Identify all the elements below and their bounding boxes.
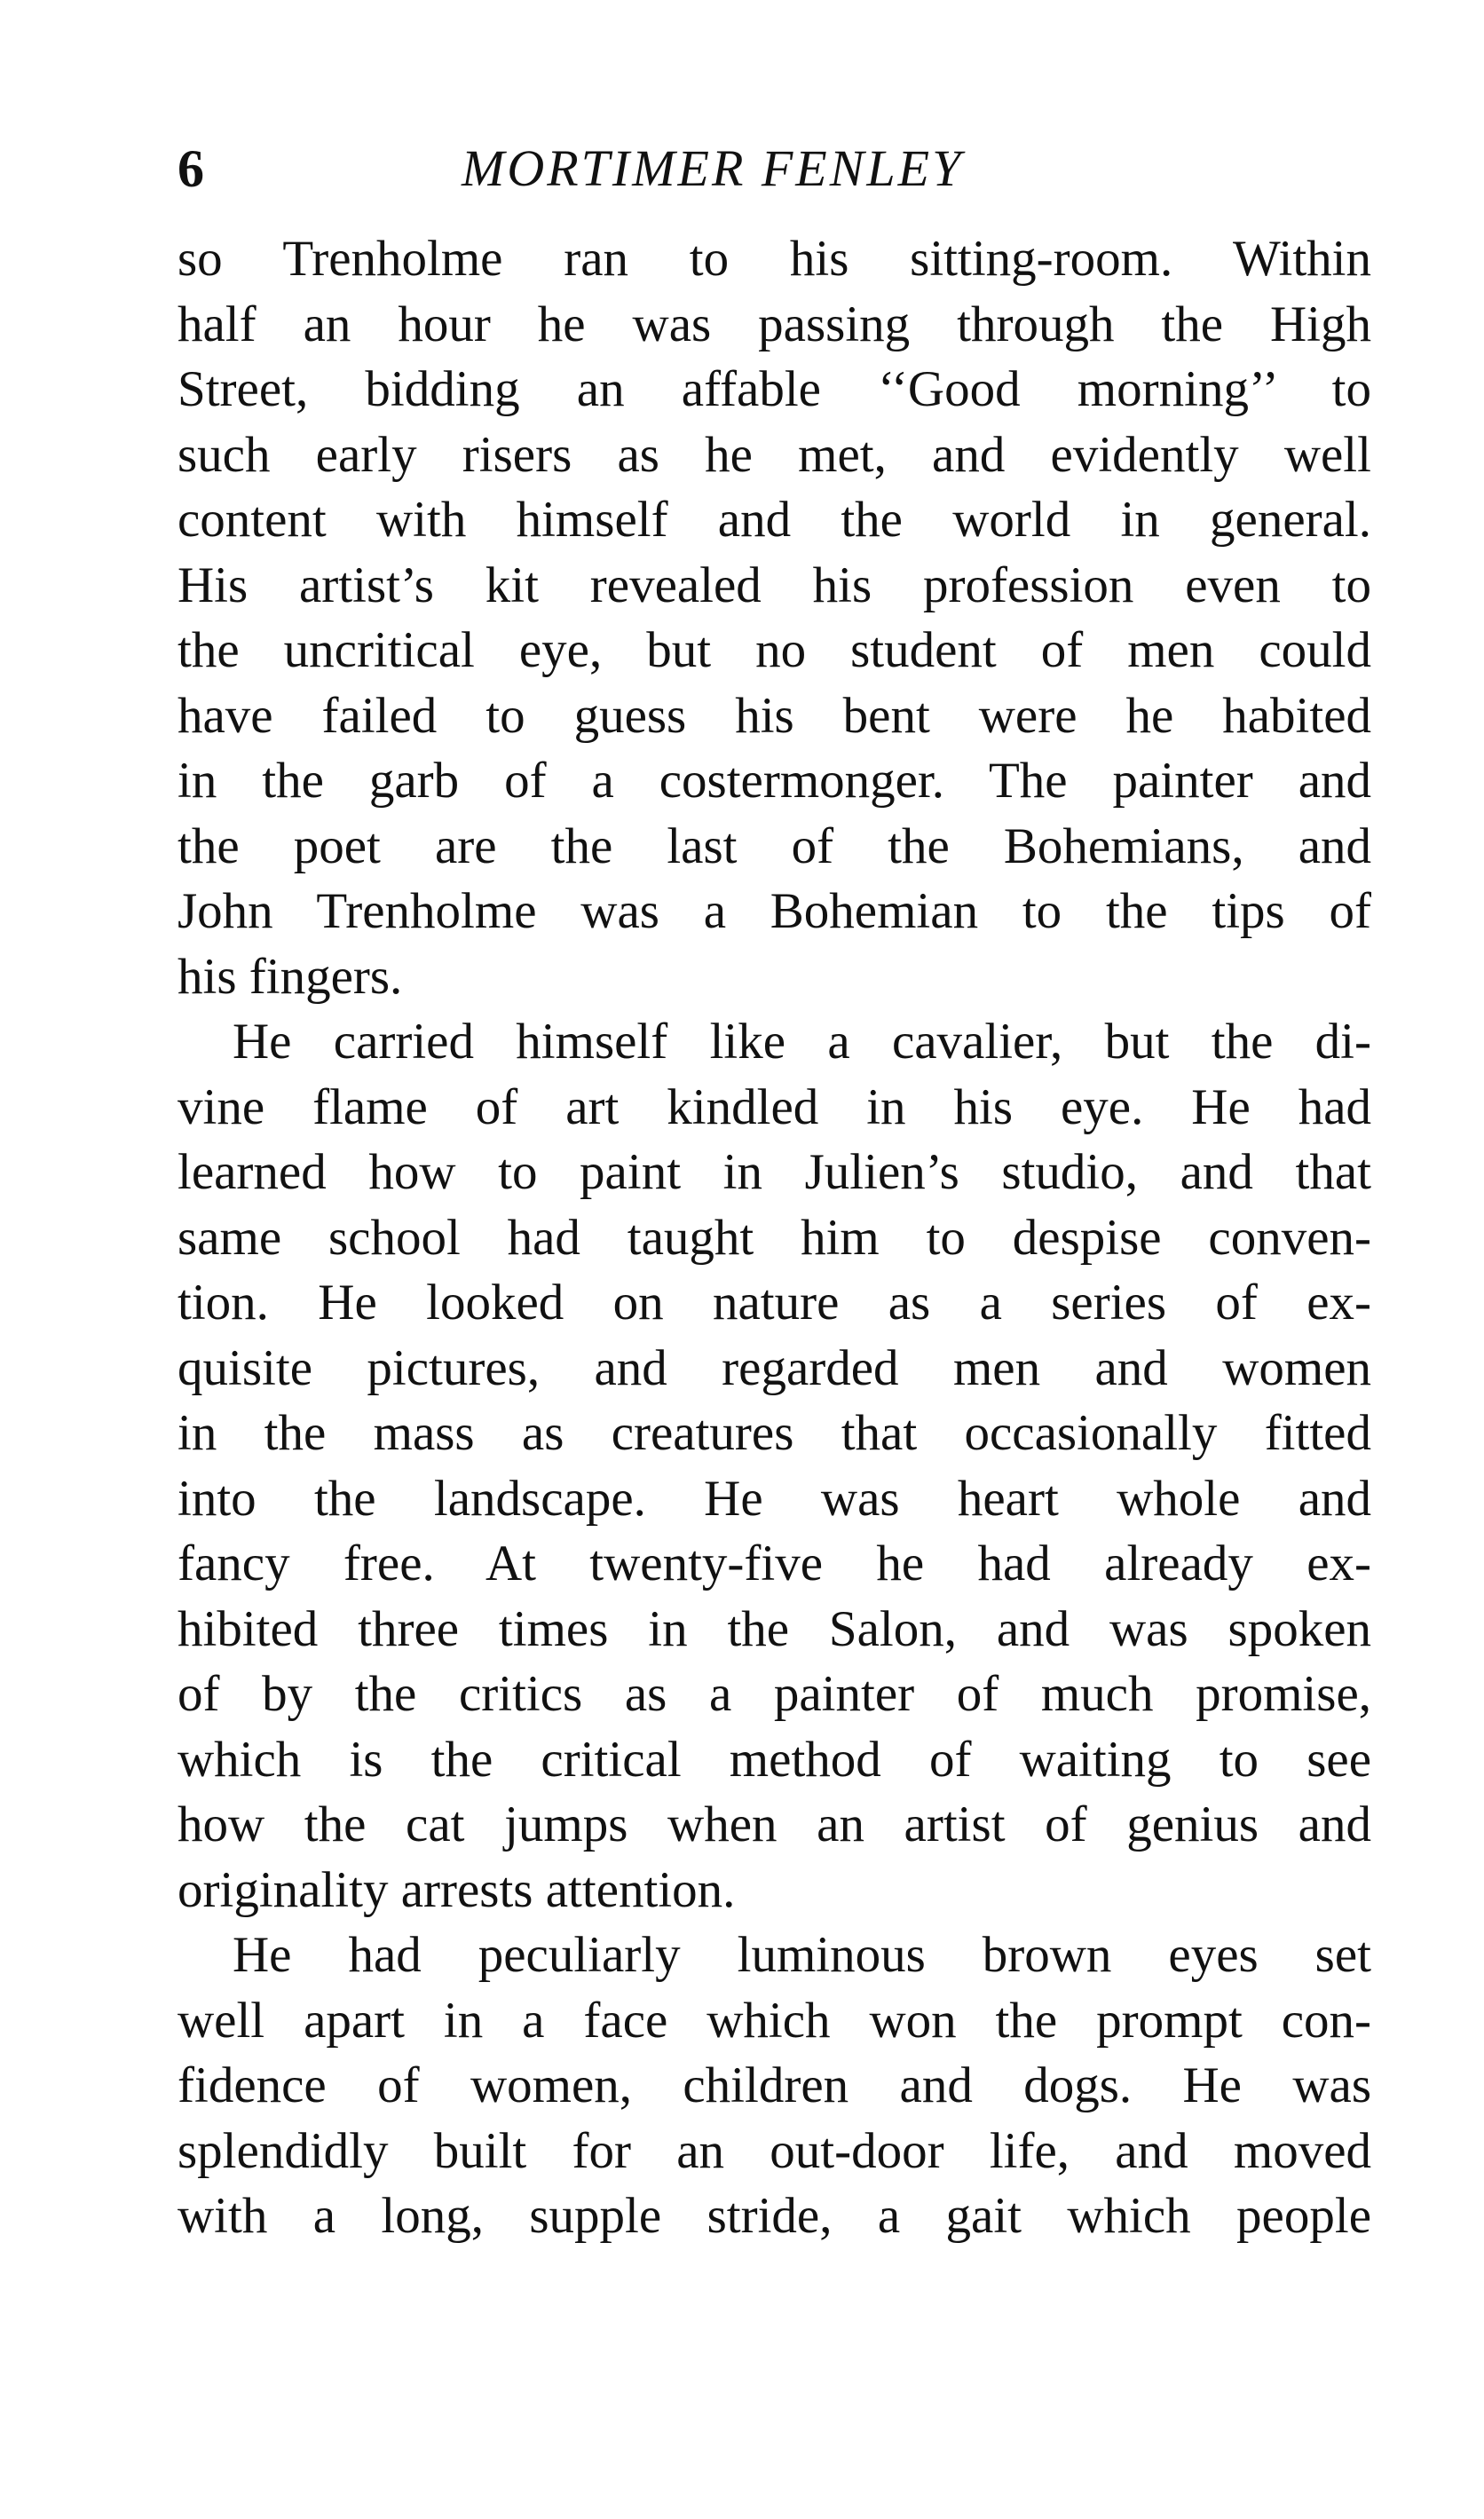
text-line: John Trenholme was a Bohemian to the tips of xyxy=(178,883,1371,939)
body-text xyxy=(178,226,1371,2249)
text-line: originality arrests attention. xyxy=(178,1861,736,1918)
text-line: in the garb of a costermonger. The painter and xyxy=(178,753,1371,809)
text-line: into the landscape. He was heart whole and xyxy=(178,1470,1371,1527)
running-title: MORTIMER FENLEY xyxy=(462,139,964,197)
text-line: fidence of women, children and dogs. He was xyxy=(178,2057,1371,2113)
text-line: well apart in a face which won the prompt con- xyxy=(178,1992,1371,2049)
paragraph-2 xyxy=(178,1009,1371,1923)
text-line: the poet are the last of the Bohemians, and xyxy=(178,817,1371,874)
text-line: His artist’s kit revealed his profession even to xyxy=(178,557,1371,613)
text-line: He carried himself like a cavalier, but the di- xyxy=(233,1014,1371,1070)
paragraph-3 xyxy=(178,1923,1371,2249)
page-number: 6 xyxy=(178,139,204,198)
running-head xyxy=(178,133,1371,204)
text-line: fancy free. At twenty-five he had already ex- xyxy=(178,1536,1371,1591)
text-line: splendidly built for an out-door life, and moved xyxy=(178,2122,1371,2179)
text-line: same school had taught him to despise conven- xyxy=(178,1209,1371,1266)
text-line: tion. He looked on nature as a series of ex- xyxy=(178,1275,1371,1331)
text-line: half an hour he was passing through the High xyxy=(178,296,1371,352)
text-line: hibited three times in the Salon, and was spoken xyxy=(178,1600,1371,1657)
text-line: learned how to paint in Julien’s studio, and that xyxy=(178,1144,1371,1200)
text-line: such early risers as he met, and evidently well xyxy=(178,426,1371,483)
paragraph-1 xyxy=(178,226,1371,1009)
text-line: which is the critical method of waiting to see xyxy=(178,1731,1371,1788)
text-line: Street, bidding an affable ‘‘Good morning’’ to xyxy=(178,361,1371,417)
text-line: content with himself and the world in general. xyxy=(178,492,1371,548)
text-line: how the cat jumps when an artist of genius and xyxy=(178,1796,1371,1852)
text-line: the uncritical eye, but no student of men could xyxy=(178,622,1371,678)
text-line: vine flame of art kindled in his eye. He had xyxy=(178,1078,1371,1135)
text-line: his fingers. xyxy=(178,948,403,1005)
text-line: with a long, supple stride, a gait which people xyxy=(178,2188,1371,2244)
text-line: have failed to guess his bent were he habited xyxy=(178,687,1371,744)
text-line: quisite pictures, and regarded men and women xyxy=(178,1339,1371,1396)
text-line: He had peculiarly luminous brown eyes set xyxy=(233,1927,1371,1983)
text-line: of by the critics as a painter of much promise, xyxy=(178,1666,1371,1722)
text-line: so Trenholme ran to his sitting-room. Within xyxy=(178,231,1371,287)
text-line: in the mass as creatures that occasionally fitted xyxy=(178,1405,1371,1461)
